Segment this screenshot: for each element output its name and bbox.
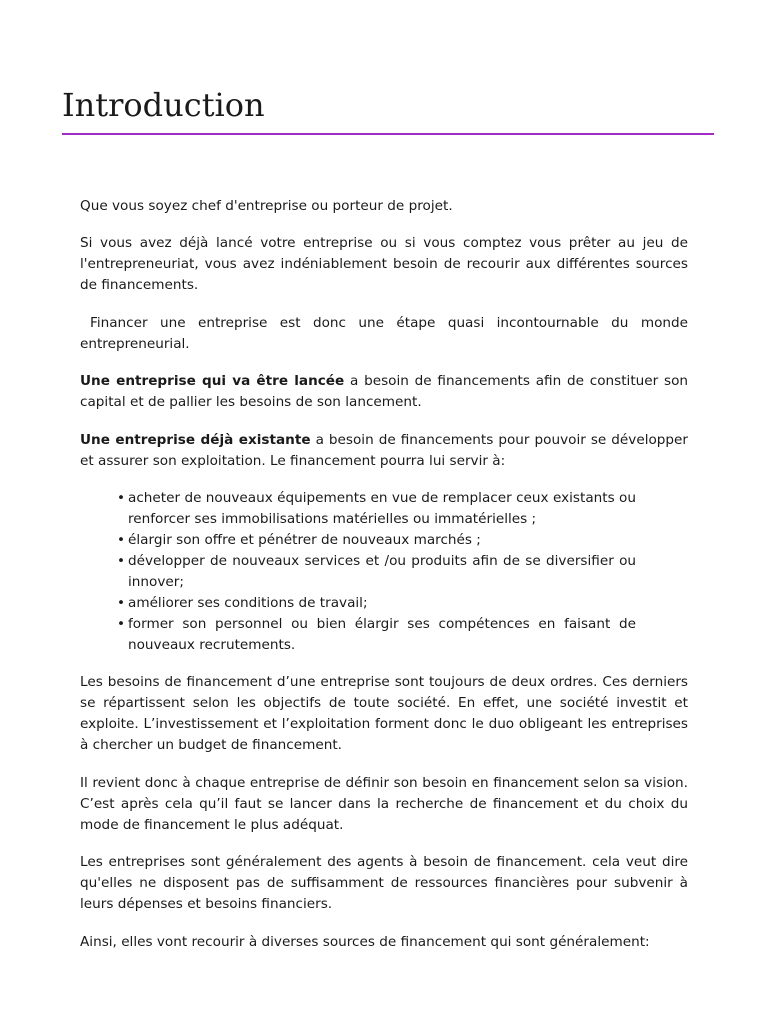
bullet-icon: • xyxy=(117,489,126,506)
paragraph-9: Ainsi, elles vont recourir à diverses sources de financement qui sont généralement: xyxy=(80,933,650,950)
paragraph-8: Les entreprises sont généralement des agents à besoin de financement. cela veut dire qu'elles ne disposent pas de suffisamment de ressources financières pour subvenir à leurs dépenses et besoins financiers. xyxy=(80,854,688,913)
bullet-icon: • xyxy=(117,594,126,611)
list-item-text: former son personnel ou bien élargir ses compétences en faisant de nouveaux recrutements. xyxy=(128,615,636,653)
paragraph-5 xyxy=(80,430,688,472)
paragraph-1: Que vous soyez chef d'entreprise ou porteur de projet. xyxy=(80,198,453,214)
list-item xyxy=(117,530,636,551)
list-item-text: développer de nouveaux services et /ou produits afin de se diversifier ou innover; xyxy=(128,552,636,590)
list-item-text: élargir son offre et pénétrer de nouveaux marchés ; xyxy=(128,531,481,548)
bullet-icon: • xyxy=(117,615,126,632)
list-item-text: améliorer ses conditions de travail; xyxy=(128,594,368,611)
paragraph-2: Si vous avez déjà lancé votre entreprise ou si vous comptez vous prêter au jeu de l'entrepreneuriat, vous avez indéniablement besoin de recourir aux différentes sources de financements. xyxy=(80,235,688,294)
financing-uses-list xyxy=(80,488,636,656)
list-item xyxy=(117,614,636,656)
paragraph-4-bold: Une entreprise qui va être lancée xyxy=(80,373,345,390)
paragraph-6: Les besoins de financement d’une entreprise sont toujours de deux ordres. Ces derniers se répartissent selon les objectifs de toute société. En effet, une société investit et exploite. L’investissement et l’exploitation forment donc le duo obligeant les entreprises à chercher un budget de financement. xyxy=(80,674,688,754)
paragraph-5-bold: Une entreprise déjà existante xyxy=(80,431,311,448)
list-item xyxy=(117,551,636,593)
paragraph-7: Il revient donc à chaque entreprise de définir son besoin en financement selon sa vision. C’est après cela qu’il faut se lancer dans la recherche de financement et du choix du mode de financement le plus adéquat. xyxy=(80,774,688,833)
document-body xyxy=(80,196,688,969)
paragraph-4-text: a besoin de financements afin de constituer son capital et de pallier les besoins de son lancement. xyxy=(80,373,688,411)
bullet-icon: • xyxy=(117,552,126,569)
page-title: Introduction xyxy=(62,86,265,124)
paragraph-5-text: a besoin de financements pour pouvoir se développer et assurer son exploitation. Le financement pourra lui servir à: xyxy=(80,431,688,469)
bullet-icon: • xyxy=(117,531,126,548)
list-item-text: acheter de nouveaux équipements en vue de remplacer ceux existants ou renforcer ses immobilisations matérielles ou immatérielles ; xyxy=(128,489,636,527)
title-underline xyxy=(62,133,714,135)
list-item xyxy=(117,593,636,614)
paragraph-3: Financer une entreprise est donc une étape quasi incontournable du monde entrepreneurial. xyxy=(80,314,688,352)
list-item xyxy=(117,488,636,530)
paragraph-4 xyxy=(80,371,688,413)
